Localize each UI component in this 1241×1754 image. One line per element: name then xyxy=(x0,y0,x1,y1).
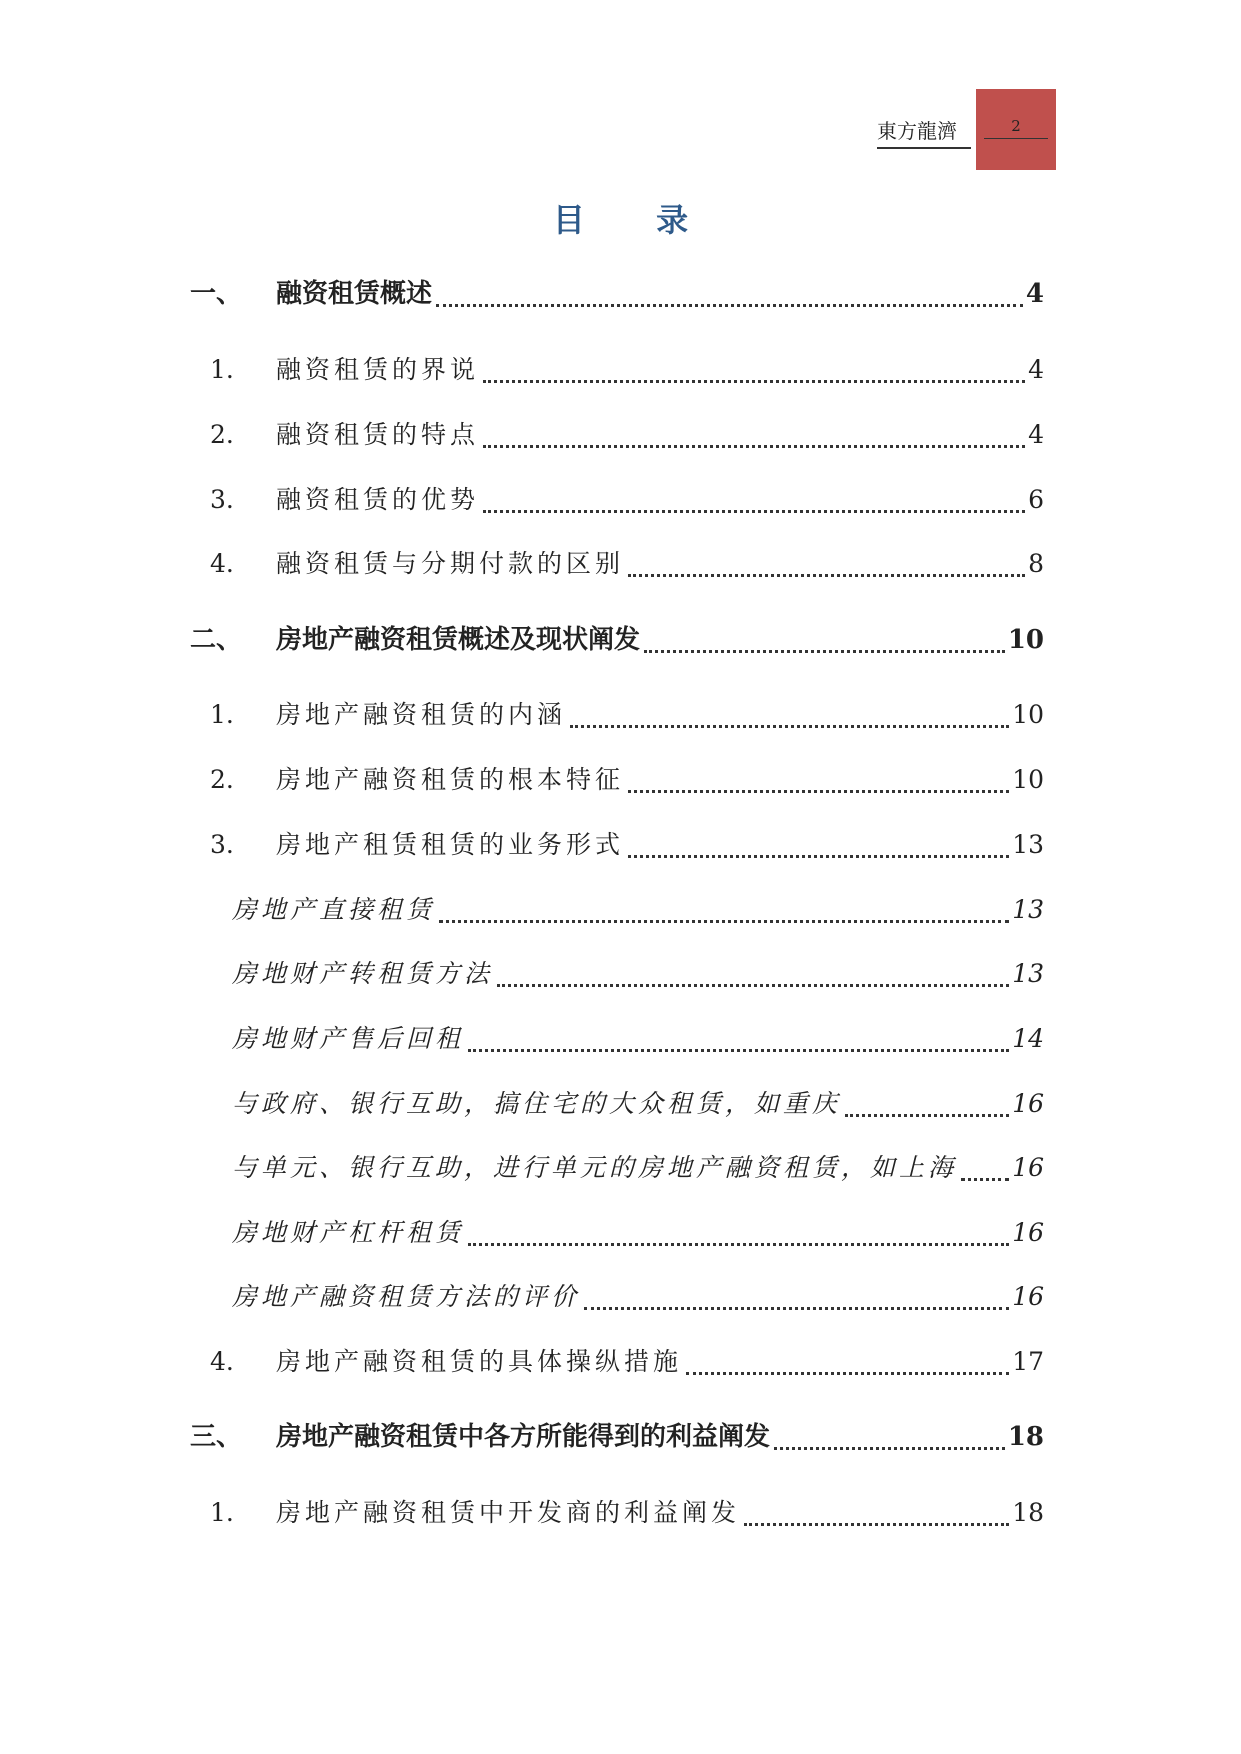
toc-entry-text: 房地财产转租赁方法 xyxy=(232,959,494,988)
toc-entry[interactable] xyxy=(232,890,1044,930)
toc-entry-number: 二、 xyxy=(190,625,243,655)
toc-entry[interactable] xyxy=(190,544,1044,584)
toc-title: 目 录 xyxy=(552,201,719,239)
toc-entry-text: 房地产融资租赁概述及现状阐发 xyxy=(276,625,641,655)
toc-entry-text: 融资租赁与分期付款的区别 xyxy=(276,549,625,578)
toc-dot-leader xyxy=(468,1045,1009,1052)
toc-entry-text: 房地产直接租赁 xyxy=(232,895,436,924)
toc-dot-leader xyxy=(439,916,1009,923)
toc-dot-leader xyxy=(483,376,1025,383)
toc-entry-text: 房地财产杠杆租赁 xyxy=(232,1218,465,1247)
toc-entry-text: 房地产租赁租赁的业务形式 xyxy=(276,830,625,859)
toc-entry[interactable] xyxy=(232,1277,1044,1317)
toc-entry-text: 房地产融资租赁中开发商的利益阐发 xyxy=(276,1498,741,1527)
toc-entry-page: 16 xyxy=(1012,1218,1044,1247)
toc-entry[interactable] xyxy=(190,1493,1044,1533)
toc-entry-number: 三、 xyxy=(190,1422,243,1452)
toc-entry-page: 16 xyxy=(1012,1153,1044,1182)
toc-entry-number: 3. xyxy=(210,485,234,514)
toc-entry-number: 4. xyxy=(210,549,234,578)
toc-dot-leader xyxy=(628,851,1009,858)
toc-entry[interactable] xyxy=(190,415,1044,455)
toc-entry[interactable] xyxy=(190,760,1044,800)
toc-entry-page: 16 xyxy=(1012,1282,1044,1311)
toc-entry-page: 4 xyxy=(1025,279,1044,309)
toc-dot-leader xyxy=(483,506,1025,513)
toc-entry-text: 房地产融资租赁方法的评价 xyxy=(232,1282,581,1311)
toc-entry[interactable] xyxy=(190,480,1044,520)
toc-entry-page: 6 xyxy=(1028,485,1044,514)
toc-entry-text: 房地产融资租赁的具体操纵措施 xyxy=(276,1347,683,1376)
toc-dot-leader xyxy=(497,980,1009,987)
toc-entry[interactable] xyxy=(190,274,1044,314)
toc-entry-text: 房地产融资租赁的内涵 xyxy=(276,700,567,729)
toc-dot-leader xyxy=(686,1368,1009,1375)
toc-entry-number: 1. xyxy=(210,700,234,729)
toc-entry[interactable] xyxy=(190,620,1044,660)
toc-dot-leader xyxy=(436,300,1023,307)
toc-entry-page: 18 xyxy=(1007,1422,1044,1452)
toc-dot-leader xyxy=(468,1239,1009,1246)
toc-entry-text: 与政府、银行互助，搞住宅的大众租赁，如重庆 xyxy=(232,1089,842,1118)
toc-entry-number: 2. xyxy=(210,765,234,794)
toc-dot-leader xyxy=(845,1110,1009,1117)
toc-entry-page: 13 xyxy=(1012,959,1044,988)
toc-entry-page: 18 xyxy=(1012,1498,1044,1527)
toc-entry-text: 房地财产售后回租 xyxy=(232,1024,465,1053)
toc-entry-text: 融资租赁的特点 xyxy=(276,420,480,449)
toc-entry-page: 4 xyxy=(1028,355,1044,384)
toc-dot-leader xyxy=(628,570,1025,577)
toc-entry-number: 1. xyxy=(210,1498,234,1527)
toc-entry[interactable] xyxy=(190,1417,1044,1457)
toc-entry[interactable] xyxy=(232,954,1044,994)
toc-dot-leader xyxy=(644,646,1005,653)
page-number-box xyxy=(976,89,1056,170)
toc-entry[interactable] xyxy=(232,1213,1044,1253)
toc-entry[interactable] xyxy=(190,350,1044,390)
toc-entry[interactable] xyxy=(190,695,1044,735)
toc-entry-number: 4. xyxy=(210,1347,234,1376)
toc-dot-leader xyxy=(584,1303,1009,1310)
toc-entry-page: 8 xyxy=(1028,549,1044,578)
header-brand: 東方龍濟 xyxy=(877,115,971,149)
toc-entry-page: 4 xyxy=(1028,420,1044,449)
toc-entry-page: 13 xyxy=(1012,830,1044,859)
toc-dot-leader xyxy=(483,441,1025,448)
toc-entry-text: 融资租赁的优势 xyxy=(276,485,480,514)
toc-entry-page: 16 xyxy=(1012,1089,1044,1118)
toc-entry-number: 2. xyxy=(210,420,234,449)
toc-entry-text: 房地产融资租赁的根本特征 xyxy=(276,765,625,794)
toc-entry[interactable] xyxy=(232,1019,1044,1059)
toc-entry-number: 3. xyxy=(210,830,234,859)
toc-entry-text: 融资租赁的界说 xyxy=(276,355,480,384)
toc-entry-page: 10 xyxy=(1007,625,1044,655)
toc-entry-page: 17 xyxy=(1012,1347,1044,1376)
toc-entry-text: 与单元、银行互助，进行单元的房地产融资租赁，如上海 xyxy=(232,1153,958,1182)
toc-dot-leader xyxy=(774,1443,1005,1450)
toc-entry-page: 10 xyxy=(1012,700,1044,729)
toc-entry[interactable] xyxy=(190,1342,1044,1382)
toc-entry-page: 13 xyxy=(1012,895,1044,924)
toc-entry-text: 融资租赁概述 xyxy=(276,279,433,309)
toc-entry[interactable] xyxy=(232,1148,1044,1188)
toc-dot-leader xyxy=(744,1519,1009,1526)
toc-dot-leader xyxy=(961,1174,1009,1181)
toc-entry-page: 14 xyxy=(1012,1024,1044,1053)
toc-entry-number: 一、 xyxy=(190,279,243,309)
toc-entry-text: 房地产融资租赁中各方所能得到的利益阐发 xyxy=(276,1422,771,1452)
toc-entry[interactable] xyxy=(232,1084,1044,1124)
toc-entry[interactable] xyxy=(190,825,1044,865)
page-number: 2 xyxy=(984,117,1048,139)
toc-entry-number: 1. xyxy=(210,355,234,384)
toc-entry-page: 10 xyxy=(1012,765,1044,794)
toc-dot-leader xyxy=(628,786,1009,793)
toc-dot-leader xyxy=(570,721,1009,728)
